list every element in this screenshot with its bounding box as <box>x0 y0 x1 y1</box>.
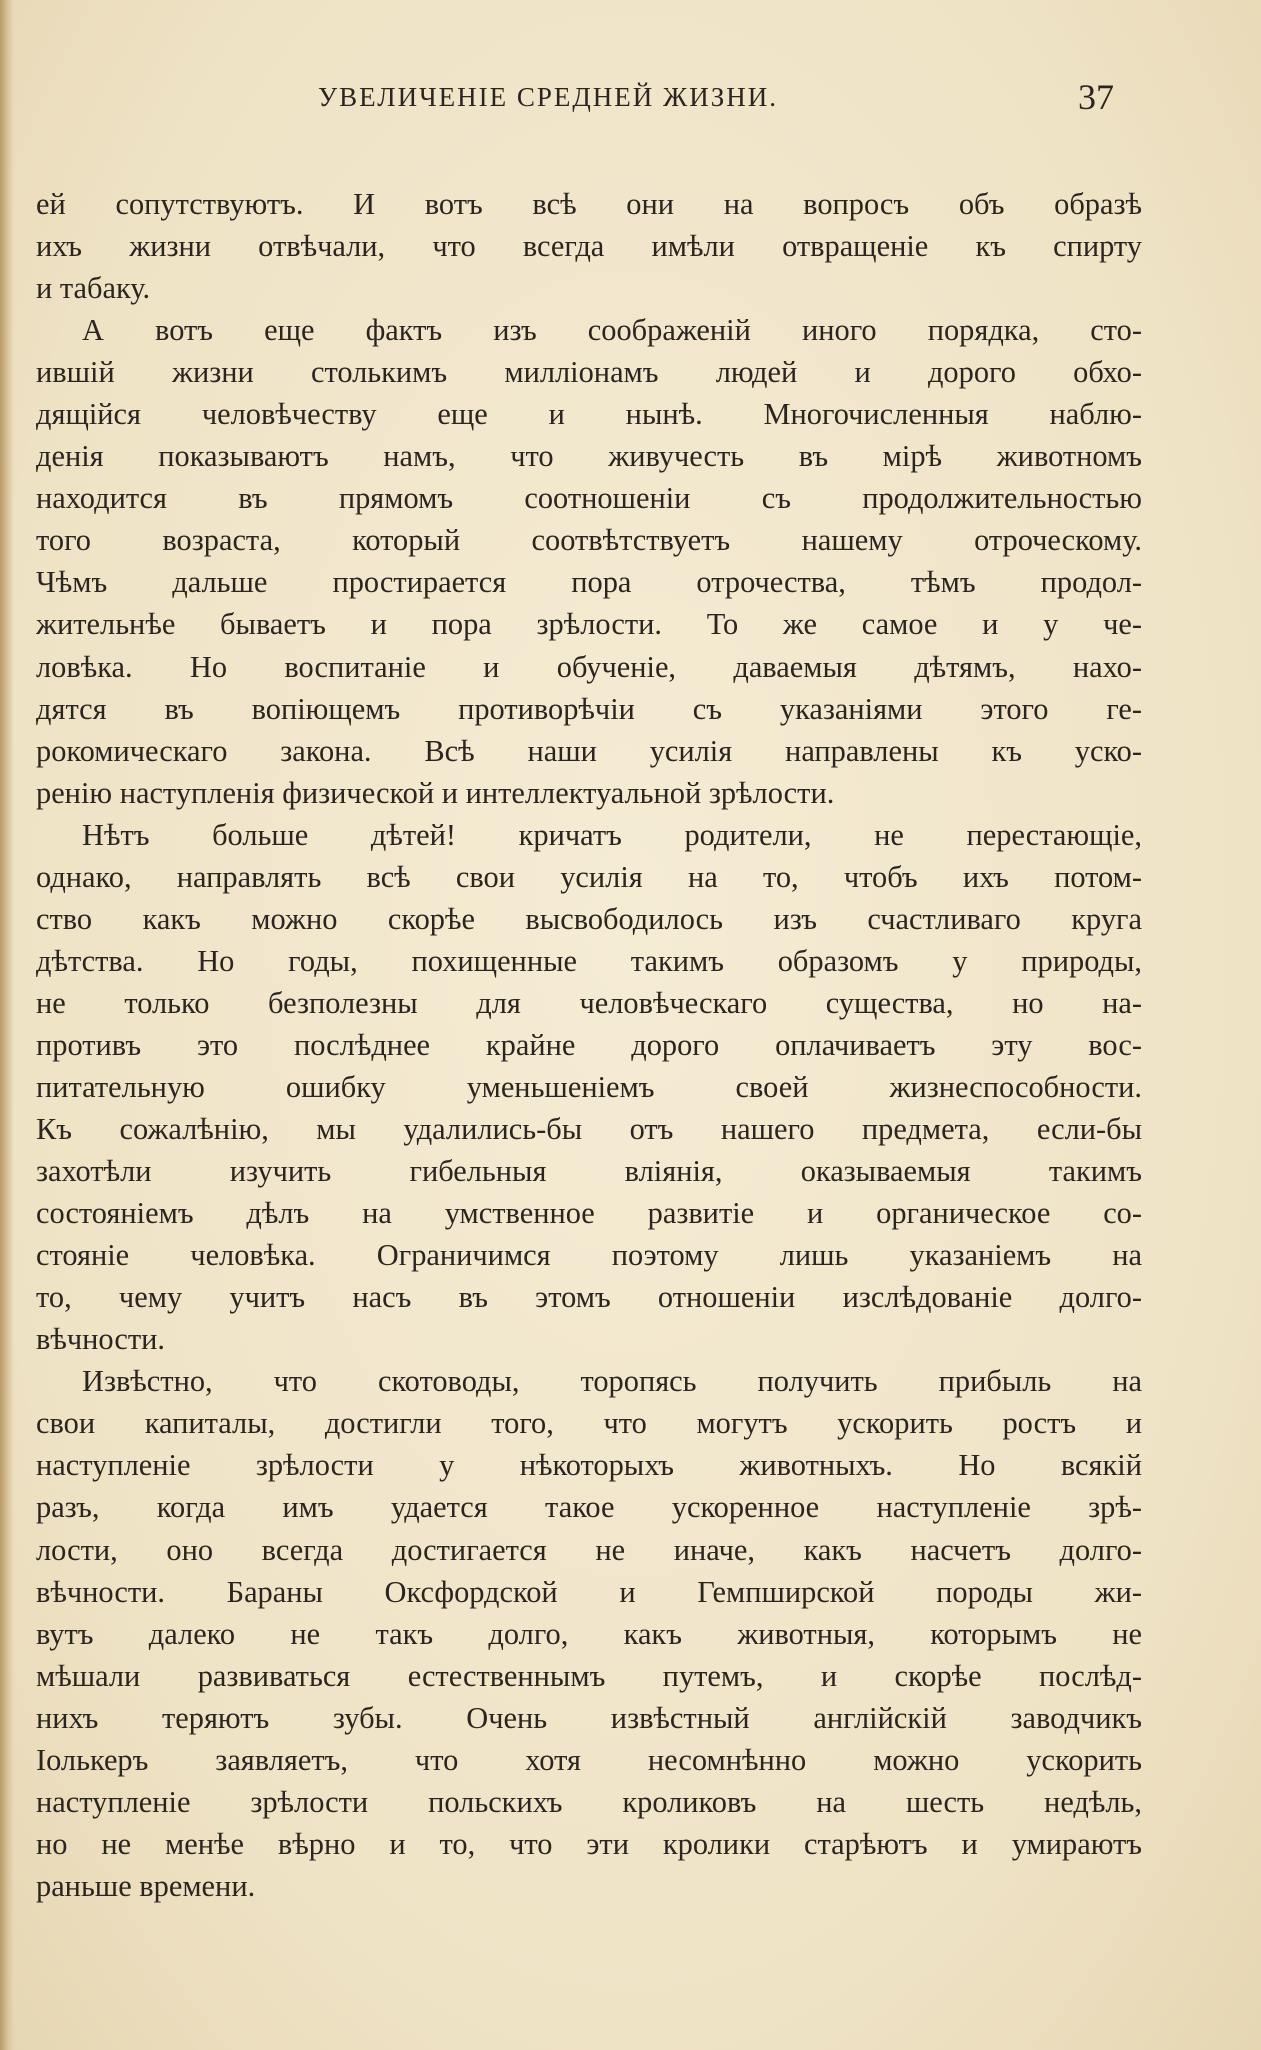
text-line: и табаку. <box>36 271 151 306</box>
text-line: наступленіе зрѣлости у нѣкоторыхъ животныхъ. Но всякій <box>36 1448 1142 1483</box>
paragraph <box>36 1360 1142 1907</box>
text-line: вѣчности. <box>36 1322 165 1357</box>
running-head: УВЕЛИЧЕНІЕ СРЕДНЕЙ ЖИЗНИ. <box>318 82 778 112</box>
text-line: дящійся человѣчеству еще и нынѣ. Многочисленныя наблю- <box>36 397 1142 432</box>
text-line: ство какъ можно скорѣе высвободилось изъ счастливаго круга <box>36 901 1142 936</box>
text-line: Чѣмъ дальше простирается пора отрочества, тѣмъ продол- <box>36 565 1142 600</box>
text-line: мѣшали развиваться естественнымъ путемъ, и скорѣе послѣд- <box>36 1658 1142 1693</box>
text-line: ей сопутствуютъ. И вотъ всѣ они на вопросъ объ образѣ <box>36 187 1142 221</box>
text-line: Извѣстно, что скотоводы, торопясь получить прибыль на <box>82 1364 1142 1399</box>
page-header <box>0 77 1261 122</box>
text-line: лости, оно всегда достигается не иначе, какъ насчетъ долго- <box>36 1532 1142 1567</box>
text-line: ловѣка. Но воспитаніе и обученіе, даваемыя дѣтямъ, нахо- <box>36 649 1142 684</box>
text-line: однако, направлять всѣ свои усилія на то, чтобъ ихъ потом- <box>36 859 1142 894</box>
text-line: находится въ прямомъ соотношеніи съ продолжительностью <box>36 481 1142 516</box>
text-line: ренію наступленія физической и интеллектуальной зрѣлости. <box>36 775 835 810</box>
text-line: Іолькеръ заявляетъ, что хотя несомнѣнно можно ускорить <box>36 1742 1142 1777</box>
text-line: но не менѣе вѣрно и то, что эти кролики старѣютъ и умираютъ <box>36 1826 1142 1861</box>
text-line: захотѣли изучить гибельныя вліянія, оказываемыя такимъ <box>36 1154 1142 1189</box>
text-line: дѣтства. Но годы, похищенные такимъ образомъ у природы, <box>36 943 1142 978</box>
text-line: раньше времени. <box>36 1868 256 1903</box>
text-line: ихъ жизни отвѣчали, что всегда имѣли отвращеніе къ спирту <box>36 229 1142 264</box>
text-line: денія показываютъ намъ, что живучесть въ мірѣ животномъ <box>36 439 1142 474</box>
text-line: не только безполезны для человѣческаго существа, но на- <box>36 985 1142 1020</box>
text-line: А вотъ еще фактъ изъ соображеній иного порядка, сто- <box>82 313 1142 348</box>
text-line: противъ это послѣднее крайне дорого оплачиваетъ эту вос- <box>36 1027 1142 1062</box>
text-line: разъ, когда имъ удается такое ускоренное наступленіе зрѣ- <box>36 1490 1142 1525</box>
text-line: ившій жизни столькимъ милліонамъ людей и дорого обхо- <box>36 355 1142 390</box>
spine-shadow <box>0 0 14 2050</box>
text-line: вутъ далеко не такъ долго, какъ животныя, которымъ не <box>36 1616 1142 1651</box>
body-text <box>36 183 1142 1907</box>
text-line: того возраста, который соотвѣтствуетъ нашему отроческому. <box>36 523 1142 558</box>
text-line: питательную ошибку уменьшеніемъ своей жизнеспособности. <box>36 1069 1142 1104</box>
paragraph <box>36 814 1142 1361</box>
text-line: нихъ теряютъ зубы. Очень извѣстный англійскій заводчикъ <box>36 1700 1142 1735</box>
text-line: свои капиталы, достигли того, что могутъ ускорить ростъ и <box>36 1406 1142 1441</box>
text-line: рокомическаго закона. Всѣ наши усилія направлены къ уско- <box>36 733 1142 768</box>
text-line: наступленіе зрѣлости польскихъ кроликовъ на шесть недѣль, <box>36 1784 1142 1819</box>
text-line: вѣчности. Бараны Оксфордской и Гемпширской породы жи- <box>36 1574 1142 1609</box>
paragraph <box>36 309 1142 814</box>
text-line: жительнѣе бываетъ и пора зрѣлости. То же самое и у че- <box>36 607 1142 642</box>
paragraph <box>36 183 1142 309</box>
text-line: Нѣтъ больше дѣтей! кричатъ родители, не перестающіе, <box>82 817 1142 852</box>
text-line: дятся въ вопіющемъ противорѣчіи съ указаніями этого ге- <box>36 691 1142 726</box>
text-line: Къ сожалѣнію, мы удалились-бы отъ нашего предмета, если-бы <box>36 1112 1142 1147</box>
text-line: состояніемъ дѣлъ на умственное развитіе и органическое со- <box>36 1196 1142 1231</box>
text-line: стояніе человѣка. Ограничимся поэтому лишь указаніемъ на <box>36 1238 1142 1273</box>
text-line: то, чему учитъ насъ въ этомъ отношеніи изслѣдованіе долго- <box>36 1280 1142 1315</box>
page-number: 37 <box>1078 77 1114 117</box>
